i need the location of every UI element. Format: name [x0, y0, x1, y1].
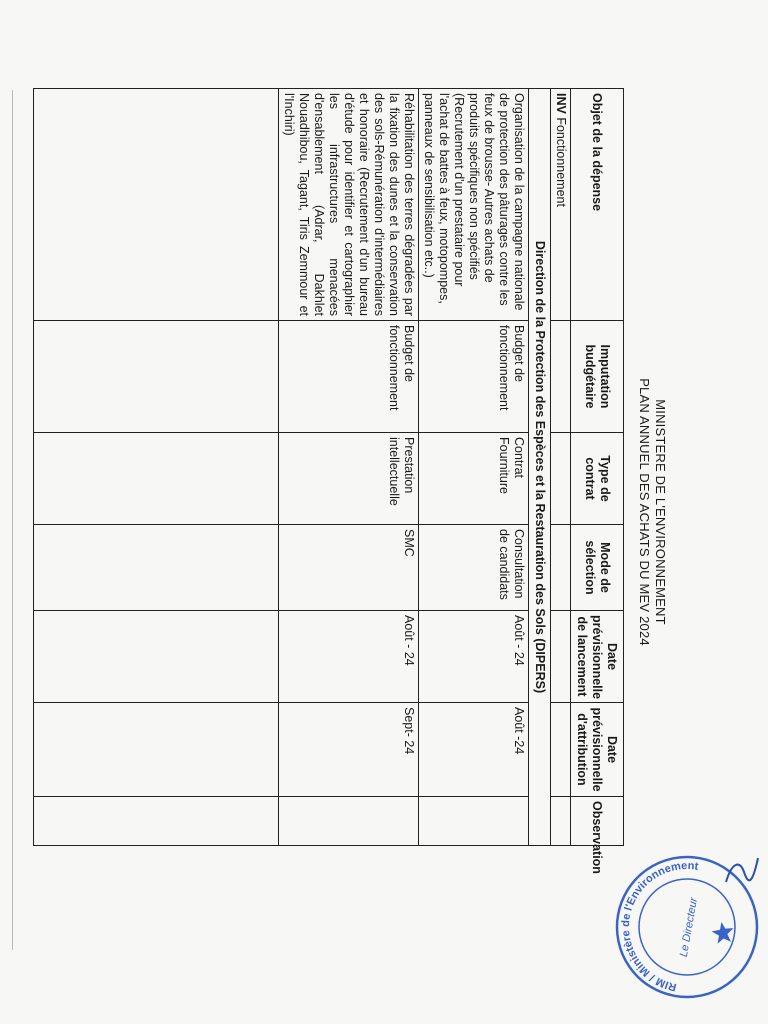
row1-type: Contrat Fourniture — [419, 433, 529, 525]
table-row-empty — [34, 89, 279, 846]
category-row — [551, 89, 571, 846]
row1-mode: Consultation de candidats — [419, 525, 529, 611]
row1-imputation: Budget de fonctionnement — [419, 321, 529, 433]
stamp-ring-text: RIM / Ministère de l'Environnement — [619, 859, 700, 994]
row1-lancement: Août - 24 — [419, 611, 529, 703]
row2-observation — [279, 797, 419, 846]
star-icon — [710, 921, 735, 946]
row2-imputation: Budget de fonctionnement — [279, 321, 419, 433]
table-row — [279, 89, 419, 846]
row2-objet: Réhabilitation des terres dégradées par la fixation des dunes et la conservation des sols-Rémunération d'intermédiaires et honoraire (Recrutement d'un bureau d'étude pour identifier et cartographier les infrastructures menacées d'ensablement (Adrar, Dakhlet Nouadhibou, Tagant, Tiris Zemmour et l'Inchiri) — [279, 89, 419, 321]
ministry-title: MINISTERE DE L'ENVIRONNEMENT — [653, 399, 668, 625]
table-header-row — [571, 89, 624, 846]
row1-objet: Organisation de la campagne nationale de protection des pâturages contre les feux de brousse- Autres achats de produits spécifiques non spécifiés (Recrutement d'un prestataire pour l'achat de battes à feux, motopompes, panneaux de sensibilisation etc..) — [419, 89, 529, 321]
stamp-center-text: Le Directeur — [677, 896, 701, 958]
procurement-table — [33, 88, 624, 874]
row2-attribution: Sept- 24 — [279, 703, 419, 797]
direction-row — [529, 89, 551, 846]
category-cell — [551, 89, 571, 321]
col-header-objet: Objet de la dépense — [571, 89, 624, 321]
row2-mode: SMC — [279, 525, 419, 611]
row2-type: Prestation intellectuelle — [279, 433, 419, 525]
table-row — [419, 89, 529, 846]
row2-lancement: Août - 24 — [279, 611, 419, 703]
col-header-lancement: Date prévisionnelle de lancement — [571, 611, 624, 703]
category-code: INV — [554, 93, 568, 114]
row1-attribution: Août -24 — [419, 703, 529, 797]
col-header-mode: Mode de sélection — [571, 525, 624, 611]
category-label: Fonctionnement — [554, 117, 568, 207]
col-header-type: Type de contrat — [571, 433, 624, 525]
row1-observation — [419, 797, 529, 846]
direction-title: Direction de la Protection des Espèces et la Restauration des Sols (DIPERS) — [529, 89, 551, 846]
col-header-observation: Observation — [571, 797, 624, 846]
col-header-attribution: Date prévisionnelle d'attribution — [571, 703, 624, 797]
signature-mark — [722, 852, 762, 892]
col-header-imputation: Imputation budgétaire — [571, 321, 624, 433]
plan-title: PLAN ANNUEL DES ACHATS DU MEV 2024 — [637, 378, 652, 646]
